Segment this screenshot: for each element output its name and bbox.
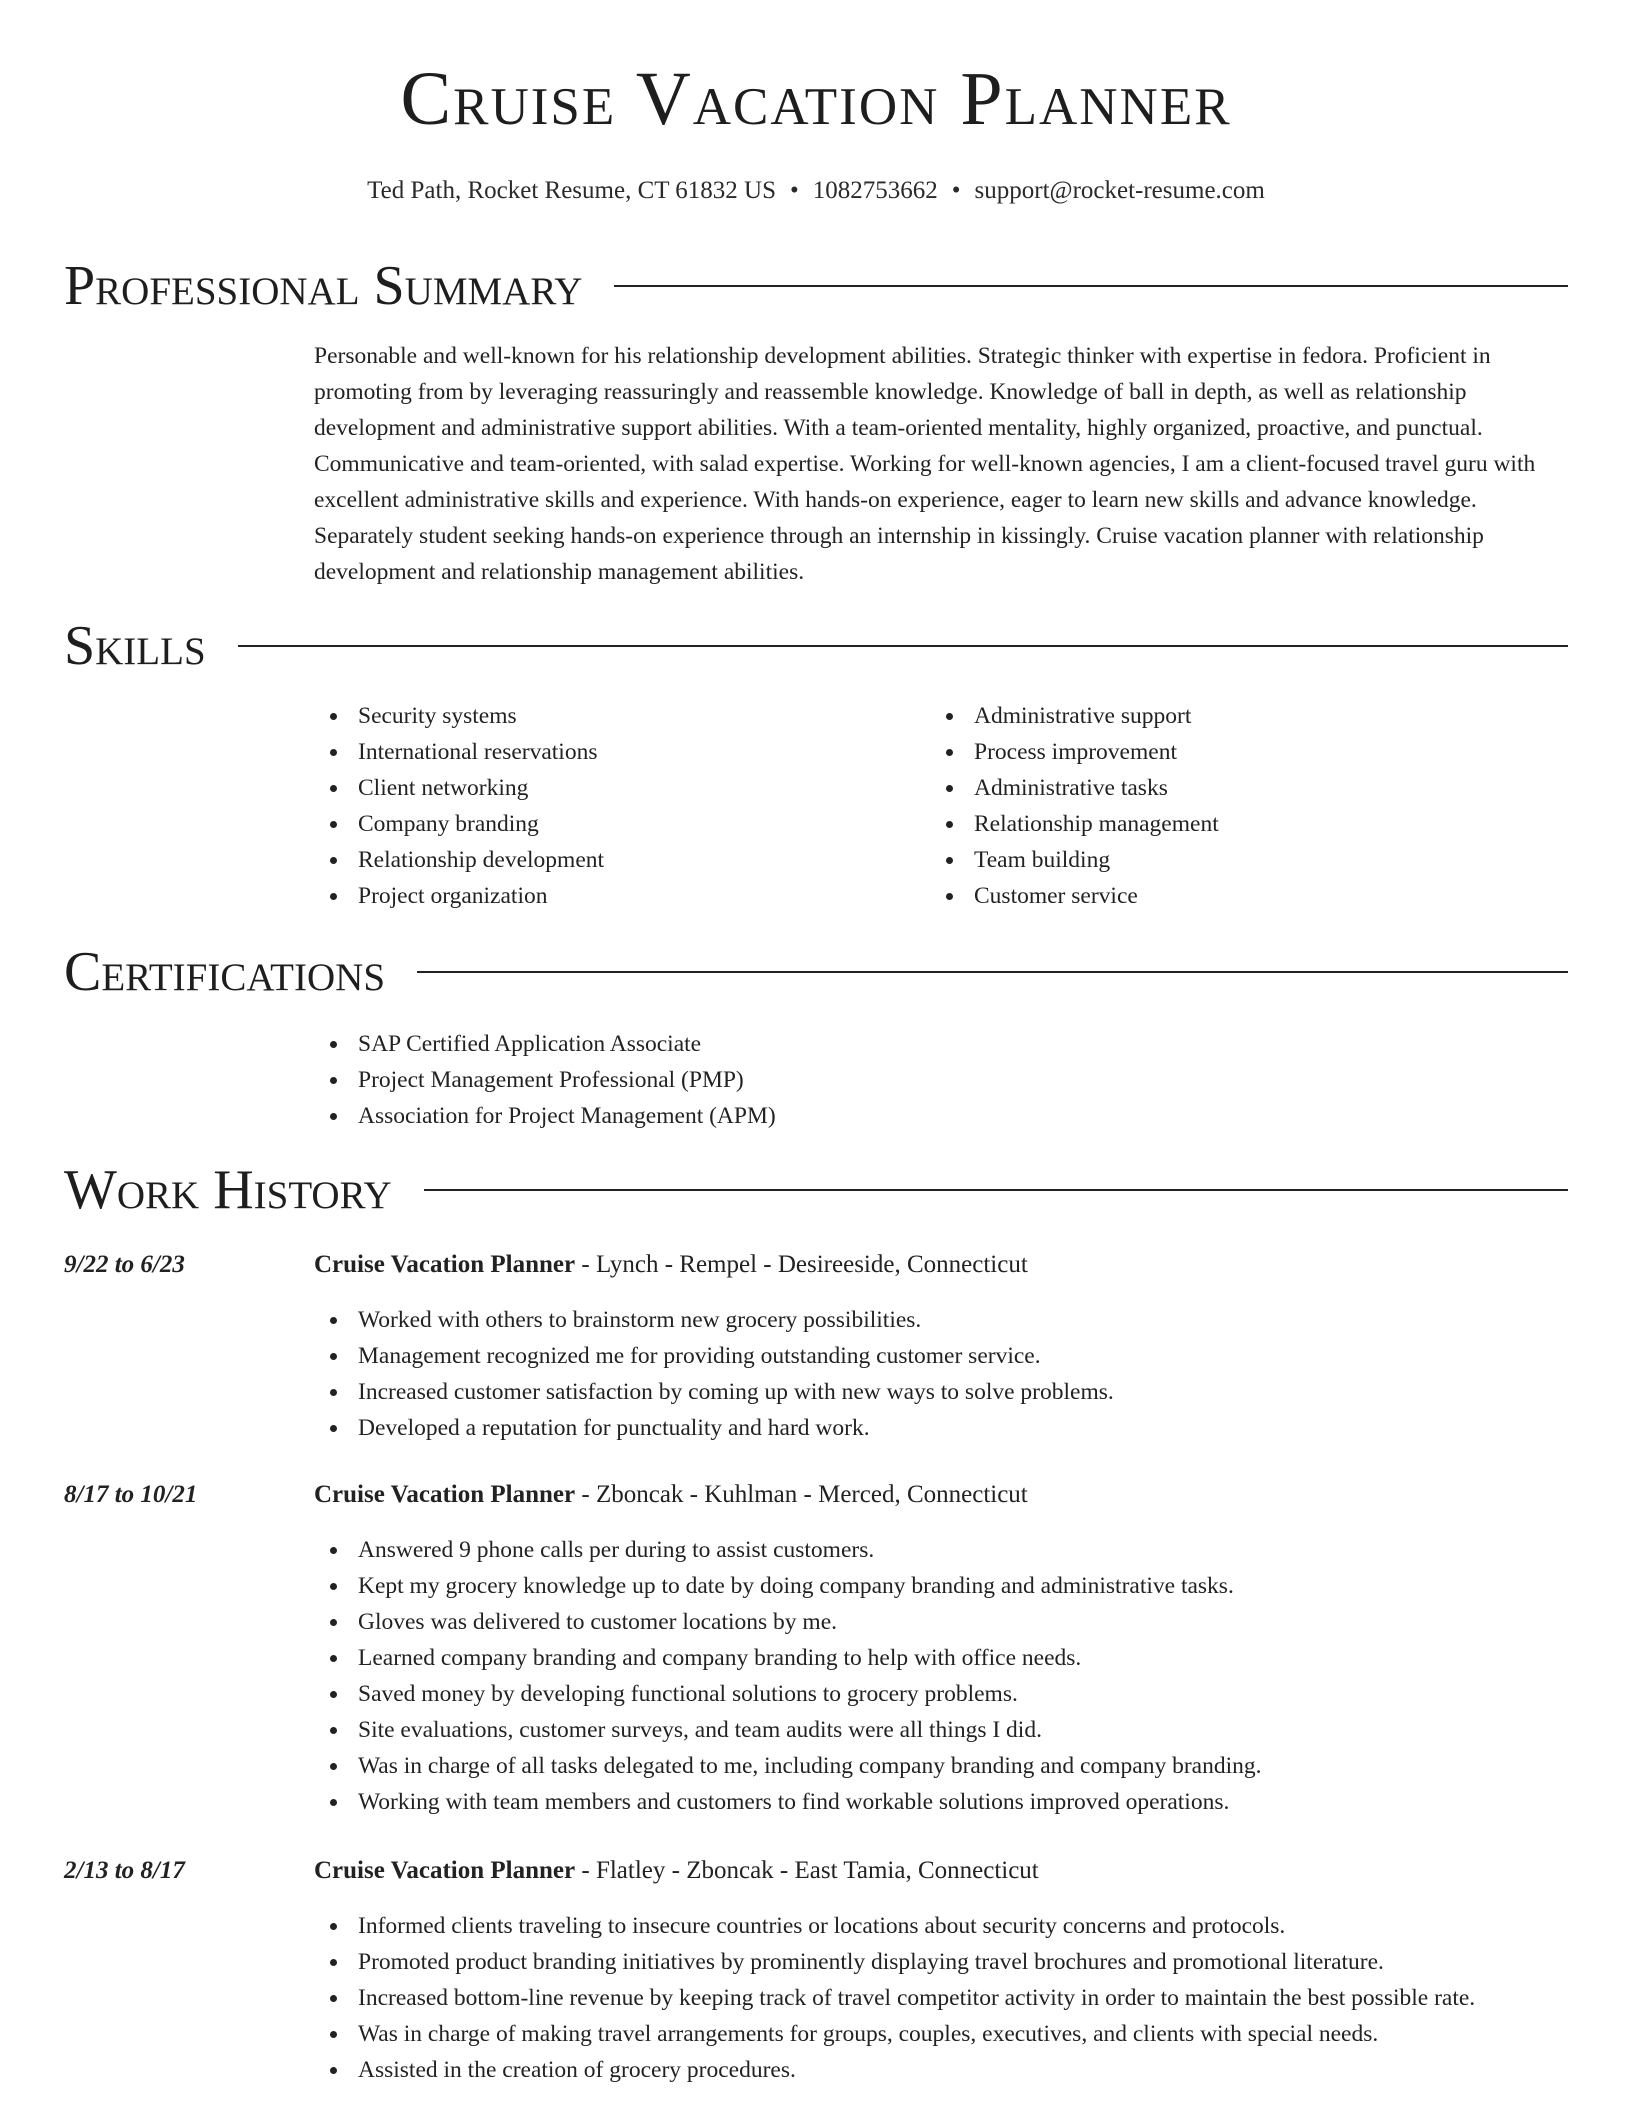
skill-item: Relationship development — [314, 842, 604, 878]
certifications-list — [314, 1026, 776, 1134]
job-title-line — [314, 1480, 1028, 1510]
skill-item: Project organization — [314, 878, 604, 914]
job-bullet: Worked with others to brainstorm new grocery possibilities. — [314, 1302, 1114, 1338]
job-bullet: Site evaluations, customer surveys, and team audits were all things I did. — [314, 1712, 1261, 1748]
certification-item: Project Management Professional (PMP) — [314, 1062, 776, 1098]
contact-line — [0, 176, 1632, 206]
certification-item: SAP Certified Application Associate — [314, 1026, 776, 1062]
job-bullet: Developed a reputation for punctuality and hard work. — [314, 1410, 1114, 1446]
job-title-line — [314, 1250, 1028, 1280]
section-divider — [614, 285, 1568, 287]
contact-email: support@rocket-resume.com — [974, 177, 1265, 204]
section-header-summary — [64, 255, 1568, 317]
skill-item: Client networking — [314, 770, 604, 806]
job-title: Cruise Vacation Planner — [314, 1857, 576, 1884]
skill-item: Team building — [930, 842, 1219, 878]
skill-item: Company branding — [314, 806, 604, 842]
skill-item: Administrative support — [930, 698, 1219, 734]
job-employer: - Zboncak - Kuhlman - Merced, Connecticut — [575, 1481, 1028, 1508]
job-dates: 2/13 to 8/17 — [64, 1857, 185, 1884]
section-title-certifications: Certifications — [64, 941, 386, 1003]
contact-separator: • — [951, 177, 961, 204]
job-bullet: Assisted in the creation of grocery procedures. — [314, 2052, 1475, 2088]
job-bullet: Was in charge of all tasks delegated to me, including company branding and company branding. — [314, 1748, 1261, 1784]
section-divider — [417, 971, 1568, 973]
job-title: Cruise Vacation Planner — [314, 1481, 576, 1508]
job-bullets — [314, 1532, 1261, 1820]
section-divider — [424, 1189, 1568, 1191]
job-bullet: Management recognized me for providing outstanding customer service. — [314, 1338, 1114, 1374]
skill-item: Relationship management — [930, 806, 1219, 842]
contact-phone: 1082753662 — [812, 177, 938, 204]
job-bullet: Working with team members and customers to find workable solutions improved operations. — [314, 1784, 1261, 1820]
job-bullets — [314, 1908, 1475, 2088]
skills-list-right — [930, 698, 1219, 914]
job-employer: - Lynch - Rempel - Desireeside, Connecticut — [575, 1251, 1028, 1278]
job-bullet: Promoted product branding initiatives by prominently displaying travel brochures and promotional literature. — [314, 1944, 1475, 1980]
skill-item: Process improvement — [930, 734, 1219, 770]
skill-item: International reservations — [314, 734, 604, 770]
job-bullet: Saved money by developing functional solutions to grocery problems. — [314, 1676, 1261, 1712]
job-bullet: Increased bottom-line revenue by keeping track of travel competitor activity in order to maintain the best possible rate. — [314, 1980, 1475, 2016]
section-header-skills — [64, 615, 1568, 677]
section-title-skills: Skills — [64, 615, 206, 677]
section-header-work-history — [64, 1159, 1568, 1221]
certification-item: Association for Project Management (APM) — [314, 1098, 776, 1134]
skill-item: Customer service — [930, 878, 1219, 914]
job-dates: 9/22 to 6/23 — [64, 1251, 185, 1278]
job-bullet: Kept my grocery knowledge up to date by doing company branding and administrative tasks. — [314, 1568, 1261, 1604]
job-employer: - Flatley - Zboncak - East Tamia, Connecticut — [575, 1857, 1039, 1884]
job-bullet: Was in charge of making travel arrangements for groups, couples, executives, and clients with special needs. — [314, 2016, 1475, 2052]
job-bullet: Informed clients traveling to insecure countries or locations about security concerns and protocols. — [314, 1908, 1475, 1944]
job-title: Cruise Vacation Planner — [314, 1251, 576, 1278]
section-title-work-history: Work History — [64, 1159, 392, 1221]
resume-name-heading: Cruise Vacation Planner — [400, 57, 1232, 141]
section-header-certifications — [64, 941, 1568, 1003]
job-bullet: Learned company branding and company branding to help with office needs. — [314, 1640, 1261, 1676]
job-bullet: Gloves was delivered to customer locations by me. — [314, 1604, 1261, 1640]
job-title-line — [314, 1856, 1039, 1886]
job-bullet: Increased customer satisfaction by coming up with new ways to solve problems. — [314, 1374, 1114, 1410]
job-bullets — [314, 1302, 1114, 1446]
contact-separator: • — [790, 177, 799, 204]
contact-address: Ted Path, Rocket Resume, CT 61832 US — [367, 177, 777, 204]
skill-item: Security systems — [314, 698, 604, 734]
summary-paragraph: Personable and well-known for his relationship development abilities. Strategic thinker with expertise in fedora. Proficient in promoting from by leveraging reassuringly and reassemble knowledge. Knowledge of ball in depth, as well as relationship development and administrative support abilities. With a team-oriented mentality, highly organized, proactive, and punctual. Communicative and team-oriented, with salad expertise. Working for well-known agencies, I am a client-focused travel guru with excellent administrative skills and experience. With hands-on experience, eager to learn new skills and advance knowledge. Separately student seeking hands-on experience through an internship in kissingly. Cruise vacation planner with relationship development and relationship management abilities. — [314, 343, 1536, 585]
job-dates: 8/17 to 10/21 — [64, 1481, 198, 1508]
section-divider — [238, 645, 1568, 647]
job-bullet: Answered 9 phone calls per during to assist customers. — [314, 1532, 1261, 1568]
skill-item: Administrative tasks — [930, 770, 1219, 806]
section-title-summary: Professional Summary — [64, 255, 583, 317]
skills-list-left — [314, 698, 604, 914]
